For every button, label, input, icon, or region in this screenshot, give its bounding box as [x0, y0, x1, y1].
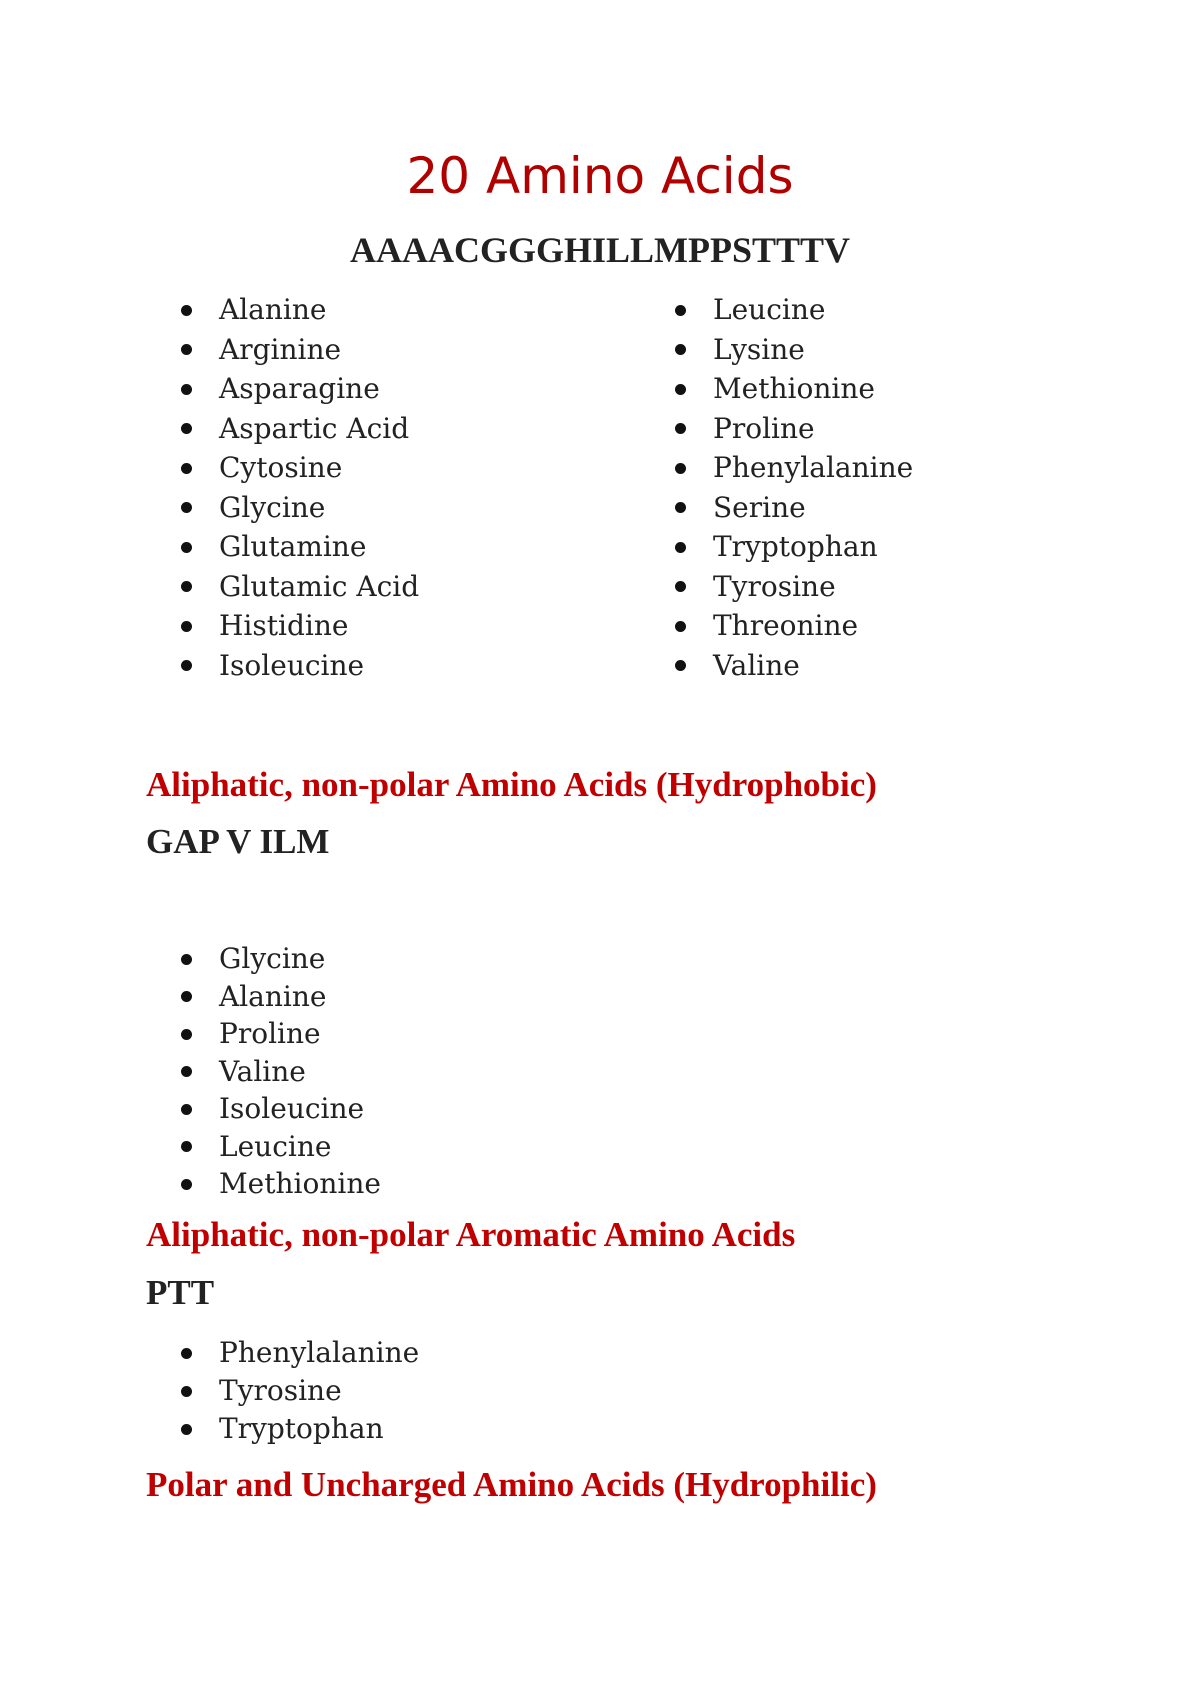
aromatic-list [181, 1334, 419, 1448]
list-item: Alanine [181, 290, 419, 330]
list-item: Valine [675, 646, 913, 686]
list-item: Histidine [181, 606, 419, 646]
amino-acid-letters: AAAACGGGHILLMPPSTTTV [349, 230, 851, 270]
section-heading-hydrophobic: Aliphatic, non-polar Amino Acids (Hydrophobic) [146, 765, 877, 804]
list-item: Arginine [181, 330, 419, 370]
list-item: Leucine [181, 1128, 381, 1166]
list-item: Threonine [675, 606, 913, 646]
list-item: Lysine [675, 330, 913, 370]
list-item: Phenylalanine [675, 448, 913, 488]
section-heading-hydrophilic: Polar and Uncharged Amino Acids (Hydrophilic) [146, 1465, 877, 1504]
list-item: Methionine [181, 1165, 381, 1203]
list-item: Aspartic Acid [181, 409, 419, 449]
list-item: Tyrosine [181, 1372, 419, 1410]
list-item: Isoleucine [181, 646, 419, 686]
list-item: Glycine [181, 488, 419, 528]
list-item: Tryptophan [675, 527, 913, 567]
list-item: Tyrosine [675, 567, 913, 607]
list-item: Glycine [181, 940, 381, 978]
list-item: Isoleucine [181, 1090, 381, 1128]
list-item: Glutamic Acid [181, 567, 419, 607]
list-item: Alanine [181, 978, 381, 1016]
amino-acid-list-right [675, 290, 913, 685]
list-item: Asparagine [181, 369, 419, 409]
hydrophobic-list [181, 940, 381, 1203]
list-item: Methionine [675, 369, 913, 409]
list-item: Tryptophan [181, 1410, 419, 1448]
list-item: Valine [181, 1053, 381, 1091]
amino-acid-list-left [181, 290, 419, 685]
list-item: Proline [181, 1015, 381, 1053]
section-code-aromatic: PTT [146, 1273, 215, 1312]
list-item: Cytosine [181, 448, 419, 488]
section-code-hydrophobic: GAP V ILM [146, 822, 330, 861]
list-item: Phenylalanine [181, 1334, 419, 1372]
list-item: Proline [675, 409, 913, 449]
page-title: 20 Amino Acids [406, 147, 794, 205]
list-item: Leucine [675, 290, 913, 330]
section-heading-aromatic: Aliphatic, non-polar Aromatic Amino Acids [146, 1215, 796, 1254]
list-item: Serine [675, 488, 913, 528]
list-item: Glutamine [181, 527, 419, 567]
